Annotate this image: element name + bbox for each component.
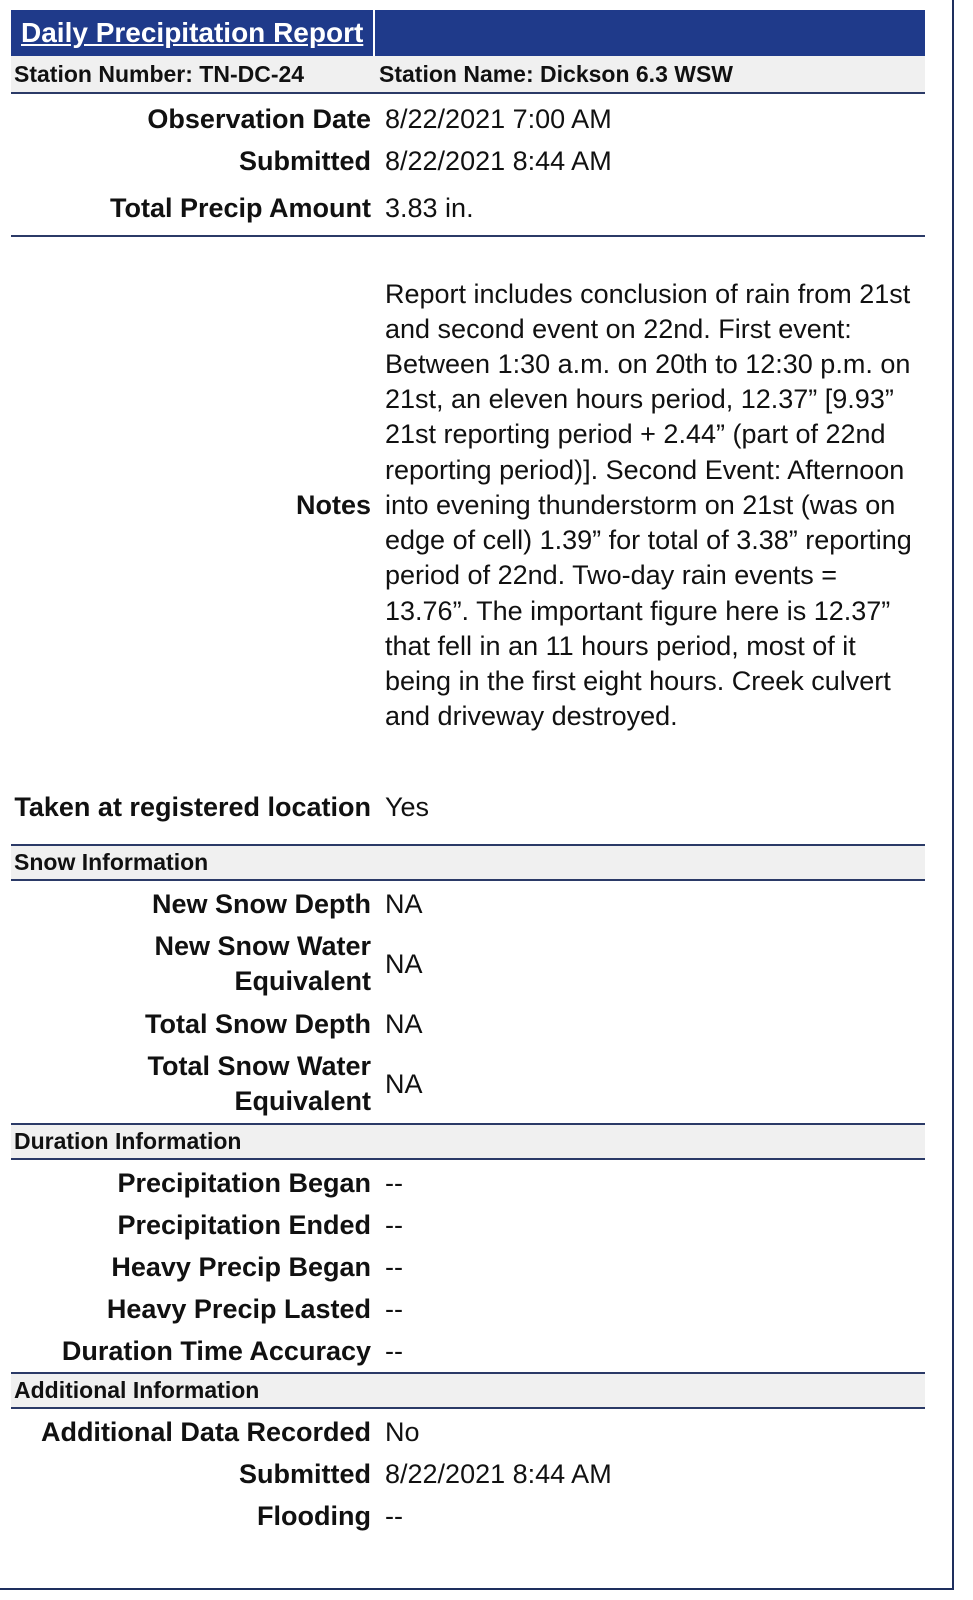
flooding-row [11,1495,925,1537]
title-bar [11,10,925,56]
notes-value: Report includes conclusion of rain from 21st and second event on 22nd. First event: Between 1:30 a.m. on 20th to 12:30 p.m. on 21st, an eleven hours period, 12.37” [9.93” 21st reporting period + 2.44” (part of 22nd reporting period)]. Second Event: Afternoon into evening thunderstorm on 21st (was on edge of cell) 1.39” for total of 3.38” reporting period of 22nd. Two-day rain events = 13.76”. The important figure here is 12.37” that fell in an 11 hours period, most of it being in the first eight hours. Creek culvert and driveway destroyed. [385,278,912,732]
registered-location-value: Yes [385,791,430,822]
additional-submitted-value: 8/22/2021 8:44 AM [385,1458,612,1489]
notes-label: Notes [295,490,371,520]
heavy-precip-began-label: Heavy Precip Began [111,1251,371,1282]
precipitation-report [11,10,925,1537]
new-snow-water-value: NA [385,948,423,979]
total-precip-label: Total Precip Amount [109,193,371,223]
total-snow-depth-label: Total Snow Depth [145,1008,371,1039]
precip-began-row [11,1162,925,1204]
precip-ended-row [11,1204,925,1246]
duration-accuracy-row [11,1330,925,1372]
registered-location-row [11,770,925,844]
total-snow-water-row [11,1045,925,1123]
submitted-row [11,140,925,182]
total-snow-depth-row [11,1003,925,1045]
flooding-value: -- [385,1500,403,1531]
total-snow-water-value: NA [385,1068,423,1099]
precip-began-value: -- [385,1167,403,1198]
additional-data-value: No [385,1416,420,1447]
precip-ended-value: -- [385,1209,403,1240]
new-snow-depth-value: NA [385,888,423,919]
snow-section-title: Snow Information [14,849,209,875]
observation-date-row [11,98,925,140]
station-name: Station Name: Dickson 6.3 WSW [379,60,734,87]
additional-section-title: Additional Information [14,1377,260,1403]
registered-location-label: Taken at registered location [14,791,371,822]
station-bar [11,56,925,94]
precip-ended-label: Precipitation Ended [117,1209,371,1240]
notes-row [11,241,925,770]
report-title-link[interactable]: Daily Precipitation Report [21,17,364,48]
heavy-precip-began-row [11,1246,925,1288]
total-snow-depth-value: NA [385,1008,423,1039]
submitted-label: Submitted [239,145,371,176]
title-cell [11,10,375,56]
additional-submitted-label: Submitted [239,1458,371,1489]
new-snow-water-row [11,925,925,1003]
additional-submitted-row [11,1453,925,1495]
observation-date-value: 8/22/2021 7:00 AM [385,103,612,134]
station-number: Station Number: TN-DC-24 [14,60,305,87]
additional-data-label: Additional Data Recorded [40,1416,371,1447]
total-precip-value: 3.83 in. [385,193,474,223]
heavy-precip-lasted-label: Heavy Precip Lasted [106,1293,371,1324]
submitted-value: 8/22/2021 8:44 AM [385,145,612,176]
heavy-precip-lasted-row [11,1288,925,1330]
flooding-label: Flooding [257,1500,371,1531]
heavy-precip-lasted-value: -- [385,1293,403,1324]
new-snow-depth-label: New Snow Depth [151,888,371,919]
precip-began-label: Precipitation Began [117,1167,371,1198]
observation-date-label: Observation Date [147,103,371,134]
additional-section-header [11,1372,925,1409]
snow-section-header [11,844,925,881]
new-snow-depth-row [11,883,925,925]
duration-accuracy-label: Duration Time Accuracy [61,1335,371,1366]
duration-section-header [11,1123,925,1160]
total-snow-water-label: Total Snow Water Equivalent [147,1051,371,1116]
heavy-precip-began-value: -- [385,1251,403,1282]
additional-data-row [11,1411,925,1453]
new-snow-water-label: New Snow Water Equivalent [154,931,371,996]
total-precip-row [11,182,925,237]
duration-section-title: Duration Information [14,1128,242,1154]
duration-accuracy-value: -- [385,1335,403,1366]
